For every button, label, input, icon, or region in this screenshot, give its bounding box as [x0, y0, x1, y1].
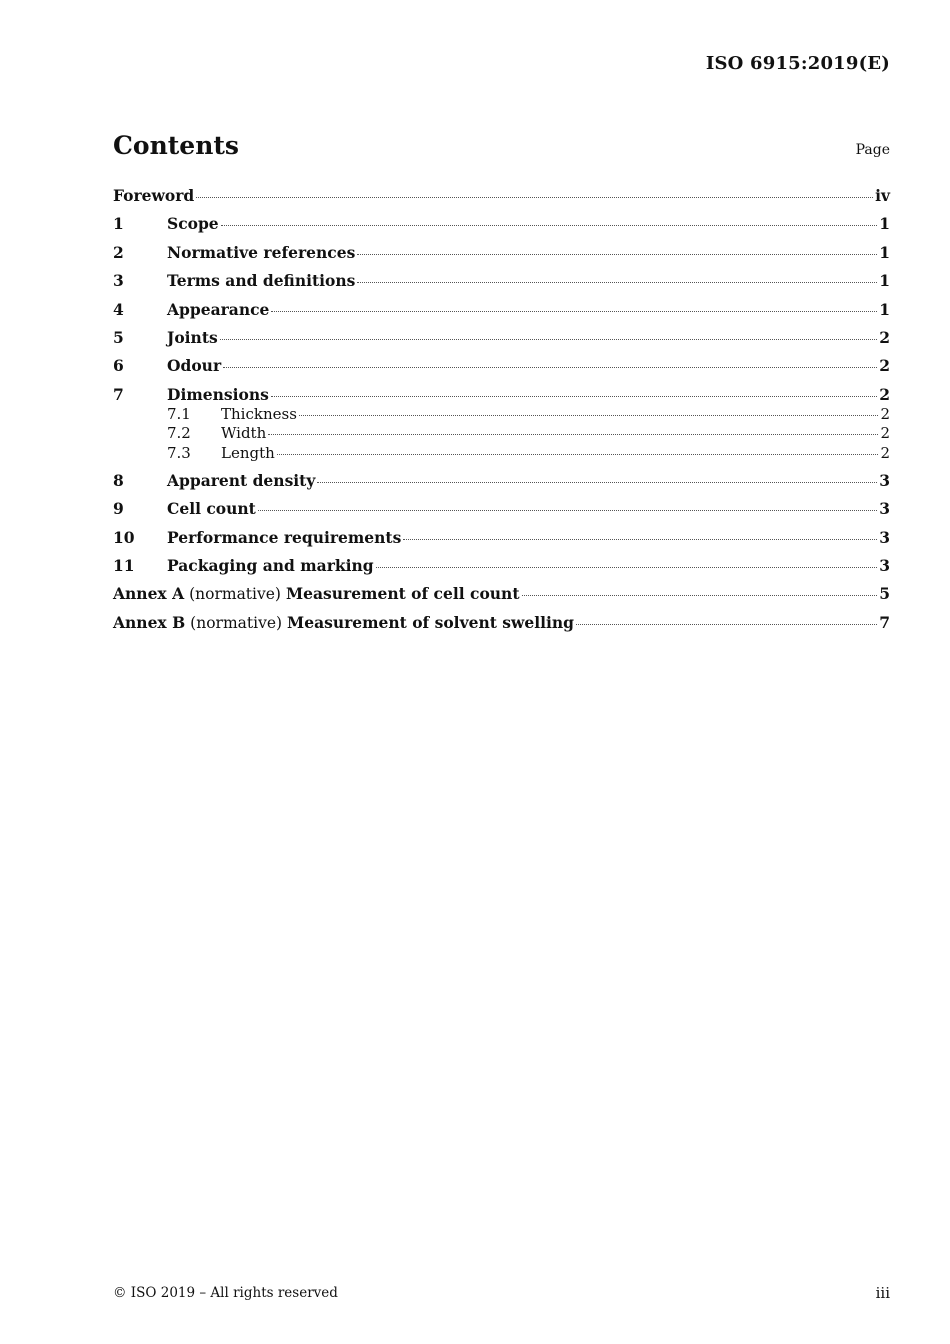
annex-title: Measurement of solvent swelling — [287, 613, 574, 632]
annex-page: 5 — [879, 584, 890, 603]
toc-entry-page: 3 — [879, 528, 890, 547]
toc-subentry-label: Width — [221, 424, 267, 442]
toc-entry-label: Normative references — [167, 243, 356, 262]
toc-entry-number: 7 — [113, 385, 124, 404]
toc-entry-11[interactable] — [113, 556, 890, 576]
toc-subentry-7-3[interactable] — [113, 443, 890, 463]
dot-leader — [223, 366, 877, 368]
toc-entry-number: 8 — [113, 471, 124, 490]
toc-entry-4[interactable] — [113, 300, 890, 320]
dot-leader — [357, 281, 877, 283]
dot-leader — [220, 338, 877, 340]
toc-subentry-7-1[interactable] — [113, 404, 890, 424]
toc-entry-page: 2 — [879, 356, 890, 375]
toc-entry-page: 1 — [879, 243, 890, 262]
toc-entry-2[interactable] — [113, 243, 890, 263]
toc-entry-number: 4 — [113, 300, 124, 319]
dot-leader — [221, 224, 878, 226]
toc-entry-number: 10 — [113, 528, 135, 547]
toc-entry-number: 3 — [113, 271, 124, 290]
toc-entry-label: Terms and definitions — [167, 271, 356, 290]
document-id: ISO 6915:2019(E) — [705, 53, 890, 74]
annex-title: Measurement of cell count — [285, 584, 520, 603]
toc-entry-foreword[interactable] — [113, 186, 890, 206]
toc-entry-page: iv — [875, 186, 890, 205]
toc-entry-7[interactable] — [113, 385, 890, 405]
toc-entry-page: 1 — [879, 300, 890, 319]
toc-entry-page: 3 — [879, 556, 890, 575]
dot-leader — [376, 566, 878, 568]
dot-leader — [268, 433, 878, 435]
toc-entry-label: Appearance — [167, 300, 270, 319]
toc-subentry-page: 2 — [880, 444, 890, 462]
toc-entry-page: 2 — [879, 328, 890, 347]
toc-entry-1[interactable] — [113, 214, 890, 234]
toc-entry-label: Scope — [167, 214, 219, 233]
dot-leader — [299, 414, 879, 416]
toc-subentry-page: 2 — [880, 424, 890, 442]
dot-leader — [196, 196, 873, 198]
toc-entry-label: Apparent density — [167, 471, 316, 490]
dot-leader — [258, 509, 877, 511]
annex-type: (normative) — [189, 585, 281, 603]
toc-entry-label: Packaging and marking — [167, 556, 374, 575]
dot-leader — [576, 623, 877, 625]
toc-subentry-number: 7.3 — [167, 444, 191, 462]
toc-entry-number: 11 — [113, 556, 135, 575]
toc-entry-6[interactable] — [113, 356, 890, 376]
toc-entry-page: 1 — [879, 271, 890, 290]
toc-entry-label: Odour — [167, 356, 222, 375]
toc-entry-3[interactable] — [113, 271, 890, 291]
toc-entry-number: 5 — [113, 328, 124, 347]
toc-subentry-label: Thickness — [221, 405, 297, 423]
toc-entry-label: Dimensions — [167, 385, 269, 404]
toc-entry-number: 9 — [113, 499, 124, 518]
toc-entry-number: 6 — [113, 356, 124, 375]
toc-entry-number: 2 — [113, 243, 124, 262]
toc-subentry-7-2[interactable] — [113, 423, 890, 443]
toc-entry-label: Foreword — [113, 186, 195, 205]
toc-subentry-number: 7.2 — [167, 424, 191, 442]
toc-entry-label: Joints — [167, 328, 218, 347]
toc-subentry-page: 2 — [880, 405, 890, 423]
copyright-notice: © ISO 2019 – All rights reserved — [113, 1285, 338, 1301]
dot-leader — [357, 253, 877, 255]
toc-entry-number: 1 — [113, 214, 124, 233]
toc-entry-5[interactable] — [113, 328, 890, 348]
dot-leader — [317, 481, 877, 483]
toc-annex-a[interactable] — [113, 584, 890, 604]
toc-entry-9[interactable] — [113, 499, 890, 519]
dot-leader — [271, 310, 877, 312]
annex-id: Annex A — [113, 584, 185, 603]
toc-entry-label: Cell count — [167, 499, 256, 518]
page-number: iii — [875, 1284, 890, 1302]
toc-entry-10[interactable] — [113, 528, 890, 548]
toc-entry-page: 2 — [879, 385, 890, 404]
contents-title: Contents — [113, 131, 240, 160]
annex-type: (normative) — [190, 614, 283, 632]
toc-entry-page: 3 — [879, 499, 890, 518]
toc-entry-label: Performance requirements — [167, 528, 402, 547]
toc-entry-8[interactable] — [113, 471, 890, 491]
toc-annex-b[interactable] — [113, 613, 890, 633]
dot-leader — [403, 538, 877, 540]
annex-id: Annex B — [113, 613, 186, 632]
dot-leader — [271, 395, 877, 397]
page-column-label: Page — [855, 142, 890, 158]
annex-page: 7 — [879, 613, 890, 632]
dot-leader — [522, 594, 878, 596]
toc-subentry-number: 7.1 — [167, 405, 191, 423]
toc-entry-page: 3 — [879, 471, 890, 490]
dot-leader — [277, 453, 879, 455]
toc-entry-page: 1 — [879, 214, 890, 233]
toc-subentry-label: Length — [221, 444, 275, 462]
